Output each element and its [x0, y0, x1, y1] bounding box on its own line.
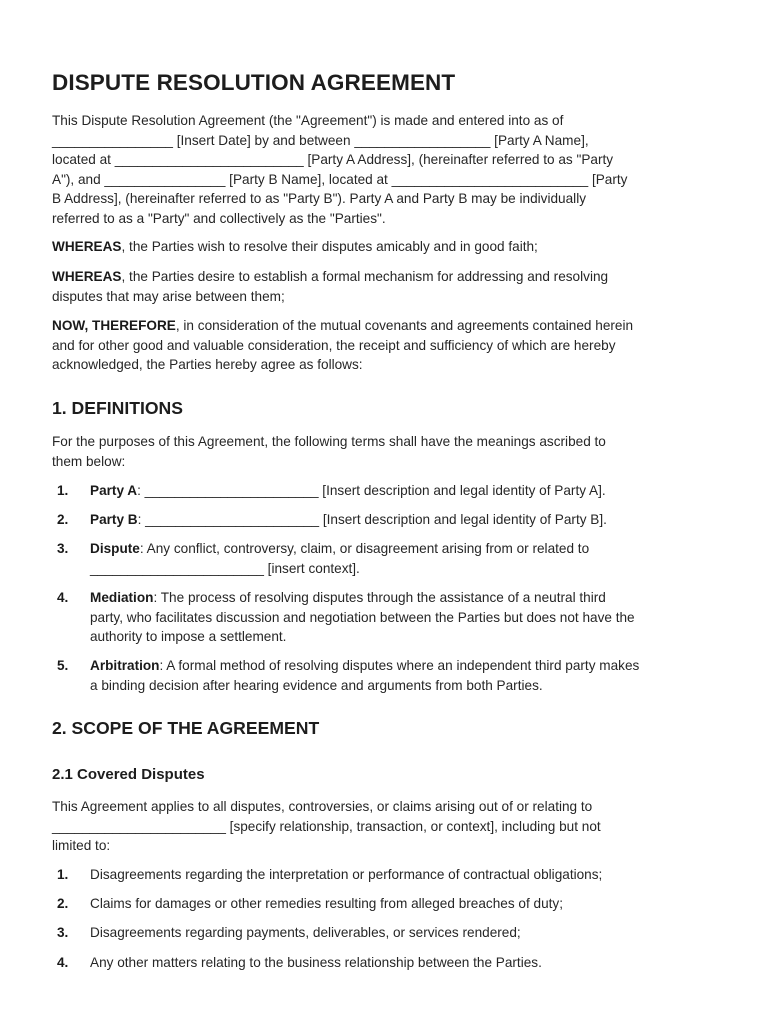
definition-text: : Any conflict, controversy, claim, or disagreement arising from or related to: [139, 541, 590, 556]
now-therefore-clause: [52, 316, 720, 375]
whereas-clause-2: [52, 267, 720, 306]
definition-term: Mediation: [90, 590, 154, 605]
intro-line: A"), and ________________ [Party B Name], located at __________________________ [Party: [52, 171, 628, 187]
list-number: 2.: [57, 512, 69, 527]
intro-line: located at _________________________ [Party A Address], (hereinafter referred to as "Party: [52, 152, 614, 168]
section-2-heading: 2. SCOPE OF THE AGREEMENT: [52, 718, 320, 738]
definition-term: Party A: [90, 483, 138, 498]
definition-text: : _______________________ [Insert description and legal identity of Party B].: [137, 512, 607, 527]
covered-dispute-item: [52, 923, 720, 943]
section-2-intro: This Agreement applies to all disputes, controversies, or claims arising out of or relating to _______________________ [specify relationship, transaction, or context], including but not limited to:: [52, 799, 601, 854]
definition-item-party-b: [52, 510, 720, 530]
now-therefore-text: acknowledged, the Parties hereby agree as follows:: [52, 357, 363, 373]
covered-dispute-item: [52, 953, 720, 973]
section-1-intro: For the purposes of this Agreement, the following terms shall have the meanings ascribed to them below:: [52, 434, 606, 469]
section-1-heading: 1. DEFINITIONS: [52, 398, 183, 418]
whereas-label: WHEREAS: [52, 269, 122, 284]
whereas-text: , the Parties desire to establish a formal mechanism for addressing and resolving: [121, 269, 609, 284]
definition-term: Party B: [90, 512, 138, 527]
definition-item-party-a: [52, 481, 720, 501]
list-number: 2.: [57, 896, 69, 911]
definition-term: Arbitration: [90, 658, 160, 673]
list-number: 3.: [57, 541, 69, 556]
intro-line: B Address], (hereinafter referred to as "Party B"). Party A and Party B may be individually: [52, 191, 587, 207]
whereas-text: , the Parties wish to resolve their disputes amicably and in good faith;: [121, 239, 538, 254]
definition-text: : _______________________ [Insert description and legal identity of Party A].: [137, 483, 606, 498]
list-number: 3.: [57, 925, 69, 940]
list-number: 4.: [57, 955, 69, 970]
list-item-text: Disagreements regarding payments, deliverables, or services rendered;: [90, 925, 521, 940]
list-number: 5.: [57, 658, 69, 673]
definition-text: : A formal method of resolving disputes where an independent third party makes: [159, 658, 640, 673]
definition-text: a binding decision after hearing evidence and arguments from both Parties.: [90, 677, 543, 693]
definition-text: _______________________ [insert context].: [90, 560, 360, 576]
whereas-text: disputes that may arise between them;: [52, 288, 285, 304]
now-therefore-text: , in consideration of the mutual covenants and agreements contained herein: [175, 318, 634, 333]
definition-item-mediation: [52, 588, 720, 647]
definition-term: Dispute: [90, 541, 140, 556]
intro-paragraph: [52, 111, 720, 229]
document-title: DISPUTE RESOLUTION AGREEMENT: [52, 70, 456, 95]
whereas-label: WHEREAS: [52, 239, 122, 254]
list-item-text: Disagreements regarding the interpretation or performance of contractual obligations;: [90, 867, 603, 882]
definition-text: : The process of resolving disputes through the assistance of a neutral third: [153, 590, 606, 605]
intro-line: referred to as a "Party" and collectively as the "Parties".: [52, 210, 386, 226]
intro-line: This Dispute Resolution Agreement (the "Agreement") is made and entered into as of: [52, 113, 564, 128]
definition-text: party, who facilitates discussion and negotiation between the Parties but does not have the: [90, 609, 635, 625]
list-number: 1.: [57, 867, 69, 882]
intro-line: ________________ [Insert Date] by and between __________________ [Party A Name],: [52, 132, 589, 148]
definition-item-arbitration: [52, 656, 720, 695]
covered-dispute-item: [52, 865, 720, 885]
list-item-text: Any other matters relating to the business relationship between the Parties.: [90, 955, 542, 970]
covered-dispute-item: [52, 894, 720, 914]
definition-text: authority to impose a settlement.: [90, 629, 287, 645]
list-number: 4.: [57, 590, 69, 605]
list-item-text: Claims for damages or other remedies resulting from alleged breaches of duty;: [90, 896, 563, 911]
subsection-heading: 2.1 Covered Disputes: [52, 766, 205, 783]
definition-item-dispute: [52, 539, 720, 578]
whereas-clause-1: [52, 237, 720, 257]
now-therefore-text: and for other good and valuable consideration, the receipt and sufficiency of which are hereby: [52, 337, 616, 353]
list-number: 1.: [57, 483, 69, 498]
now-therefore-label: NOW, THEREFORE: [52, 318, 176, 333]
